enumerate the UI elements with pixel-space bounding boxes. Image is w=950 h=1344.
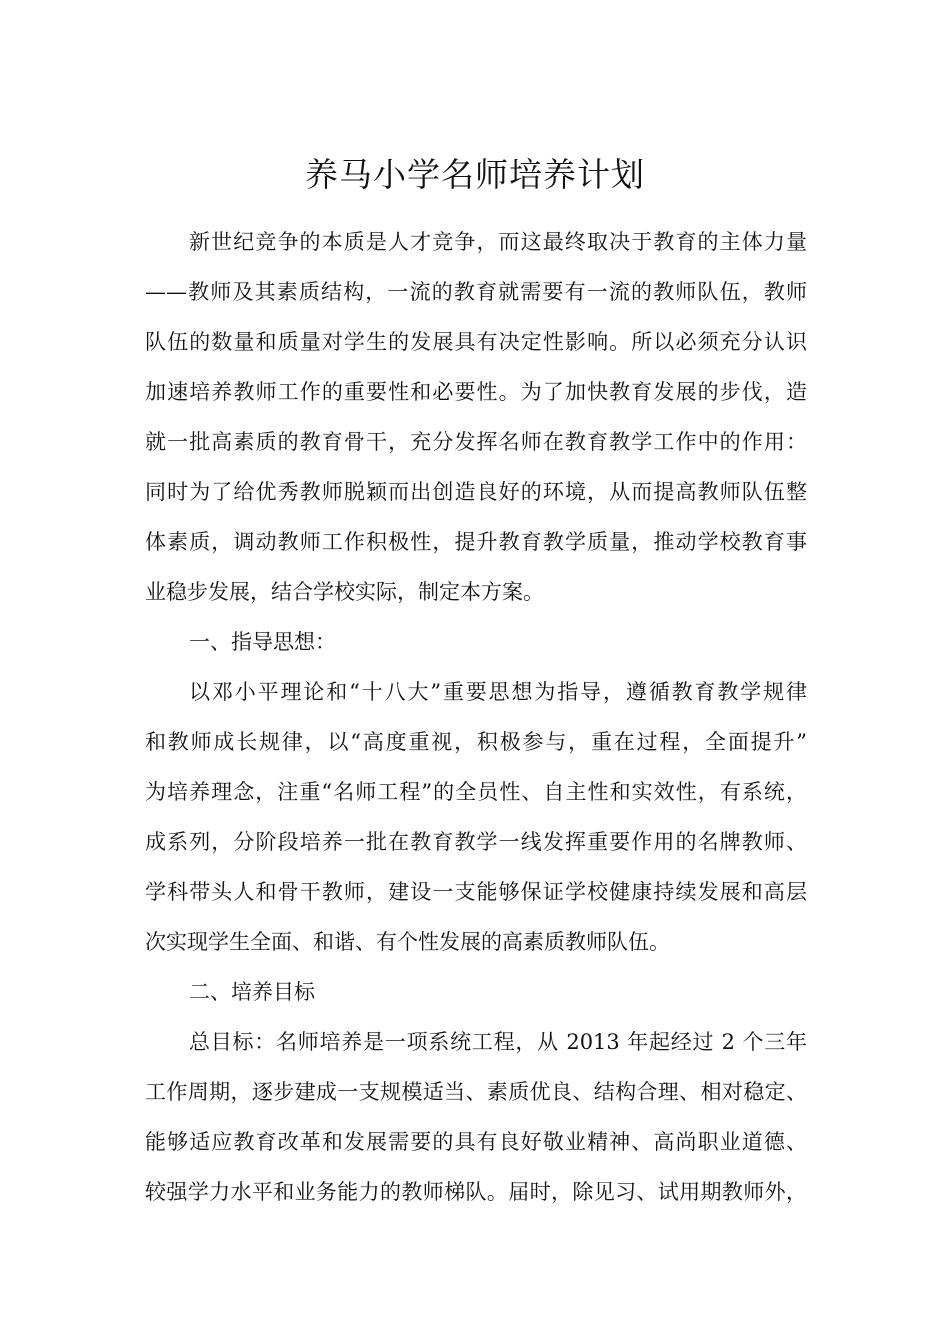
paragraph-line: 同时为了给优秀教师脱颖而出创造良好的环境，从而提高教师队伍整 [145, 480, 807, 504]
paragraph-line: 为培养理念，注重“名师工程”的全员性、自主性和实效性，有系统， [145, 780, 807, 804]
paragraph-line: 加速培养教师工作的重要性和必要性。为了加快教育发展的步伐，造 [145, 380, 807, 404]
paragraph-line: 总目标：名师培养是一项系统工程，从 2013 年起经过 2 个三年 [189, 1030, 807, 1054]
paragraph-line: 学科带头人和骨干教师，建设一支能够保证学校健康持续发展和高层 [145, 880, 807, 904]
paragraph-line: ——教师及其素质结构，一流的教育就需要有一流的教师队伍，教师 [145, 280, 807, 304]
paragraph-line: 业稳步发展，结合学校实际，制定本方案。 [145, 580, 544, 604]
document-body [145, 217, 807, 1217]
paragraph-line: 成系列，分阶段培养一批在教育教学一线发挥重要作用的名牌教师、 [145, 830, 807, 854]
document-title: 养马小学名师培养计划 [305, 155, 645, 194]
section-heading: 一、指导思想： [189, 630, 336, 654]
paragraph-line: 工作周期，逐步建成一支规模适当、素质优良、结构合理、相对稳定、 [145, 1080, 807, 1104]
paragraph-line: 次实现学生全面、和谐、有个性发展的高素质教师队伍。 [145, 930, 670, 954]
paragraph-line: 能够适应教育改革和发展需要的具有良好敬业精神、高尚职业道德、 [145, 1130, 807, 1154]
paragraph-line: 队伍的数量和质量对学生的发展具有决定性影响。所以必须充分认识 [145, 330, 807, 354]
paragraph-line: 和教师成长规律，以“高度重视，积极参与，重在过程，全面提升” [145, 730, 807, 754]
paragraph-line: 体素质，调动教师工作积极性，提升教育教学质量，推动学校教育事 [145, 530, 807, 554]
paragraph-line: 以邓小平理论和“十八大”重要思想为指导，遵循教育教学规律 [189, 680, 807, 704]
paragraph-line: 较强学力水平和业务能力的教师梯队。届时，除见习、试用期教师外， [145, 1180, 807, 1204]
paragraph-line: 新世纪竞争的本质是人才竞争，而这最终取决于教育的主体力量 [189, 230, 807, 254]
paragraph-line: 就一批高素质的教育骨干，充分发挥名师在教育教学工作中的作用： [145, 430, 807, 454]
section-heading: 二、培养目标 [189, 980, 315, 1004]
